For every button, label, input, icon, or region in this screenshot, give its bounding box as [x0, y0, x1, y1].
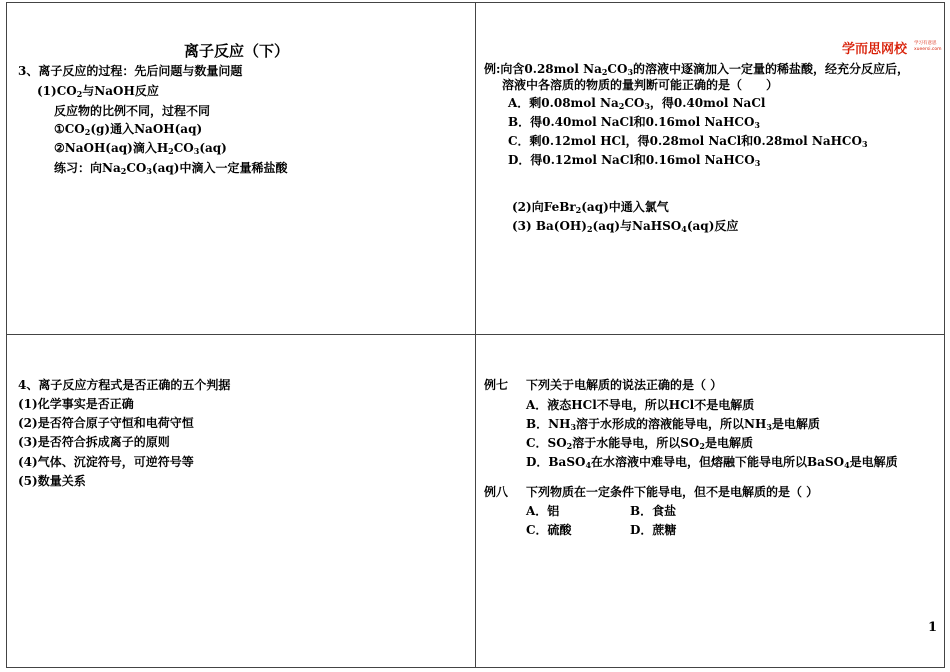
example-8-option-d: D．蔗糖: [630, 523, 677, 537]
criterion-5: (5)数量关系: [18, 474, 86, 488]
section-3-heading: 3、离子反应的过程：先后问题与数量问题: [18, 64, 243, 78]
item-2-febr2: (2)向FeBr$_2$(aq)中通入氯气: [512, 200, 669, 215]
example-question-line-1: 例:向含0.28mol $Na_2CO_3$的溶液中逐滴加入一定量的稀盐酸，经充分反应后，: [484, 62, 910, 77]
item-3-baoh2: (3) $Ba(OH)_2(aq)$与NaHSO$_4$(aq)反应: [512, 219, 739, 234]
page-title: 离子反应（下）: [184, 42, 290, 60]
example-8-label: 例八: [484, 485, 509, 499]
example-7-option-a: A．液态HCl不导电，所以HCl不是电解质: [526, 398, 755, 412]
criterion-3: (3)是否符合拆成离子的原则: [18, 435, 170, 449]
page-number: 1: [928, 620, 938, 635]
example-7-option-d: D．BaSO$_4$在水溶液中难导电，但熔融下能导电所以BaSO$_4$是电解质: [526, 455, 898, 470]
case-2: ②NaOH(aq)滴入$H_2CO_3(aq)$: [54, 141, 227, 156]
brand-logo: [842, 38, 942, 57]
item-1-co2-naoh: $(1)CO_2$与NaOH反应: [37, 84, 159, 99]
option-b: B．得0.40mol NaCl和0.16mol NaHCO$_3$: [508, 115, 760, 130]
example-7-option-b: B．$NH_3$溶于水形成的溶液能导电，所以$NH_3$是电解质: [526, 417, 820, 432]
option-d: D．得0.12mol NaCl和0.16mol NaHCO$_3$: [508, 153, 761, 168]
logo-tagline: 学习有意思: [914, 41, 937, 46]
criterion-1: (1)化学事实是否正确: [18, 397, 134, 411]
section-4-heading: 4、离子反应方程式是否正确的五个判据: [18, 378, 231, 392]
ratio-note: 反应物的比例不同，过程不同: [54, 104, 211, 118]
criterion-4: (4)气体、沉淀符号，可逆符号等: [18, 455, 194, 469]
option-a: A．剩0.08mol $Na_2CO_3$，得0.40mol NaCl: [508, 96, 766, 111]
example-7-label: 例七: [484, 378, 509, 392]
example-7-option-c: C．$SO_2$溶于水能导电，所以$SO_2$是电解质: [526, 436, 753, 451]
case-1: $①CO_2(g)$通入NaOH(aq): [54, 122, 203, 137]
example-8-option-c: C．硫酸: [526, 523, 572, 537]
example-8-option-b: B．食盐: [630, 504, 677, 518]
logo-url: xueersi.com: [914, 47, 942, 52]
example-8-question: 下列物质在一定条件下能导电，但不是电解质的是（ ）: [526, 485, 819, 499]
criterion-2: (2)是否符合原子守恒和电荷守恒: [18, 416, 194, 430]
option-c: C．剩0.12mol HCl，得0.28mol NaCl和0.28mol NaHCO$_3$: [508, 134, 868, 149]
practice-line: 练习：向$Na_2CO_3(aq)$中滴入一定量稀盐酸: [54, 161, 288, 176]
example-7-question: 下列关于电解质的说法正确的是（ ）: [526, 378, 723, 392]
example-question-line-2: 溶液中各溶质的物质的量判断可能正确的是（ ）: [502, 78, 779, 92]
example-8-option-a: A．铝: [526, 504, 560, 518]
logo-text: 学而思网校: [842, 42, 908, 57]
